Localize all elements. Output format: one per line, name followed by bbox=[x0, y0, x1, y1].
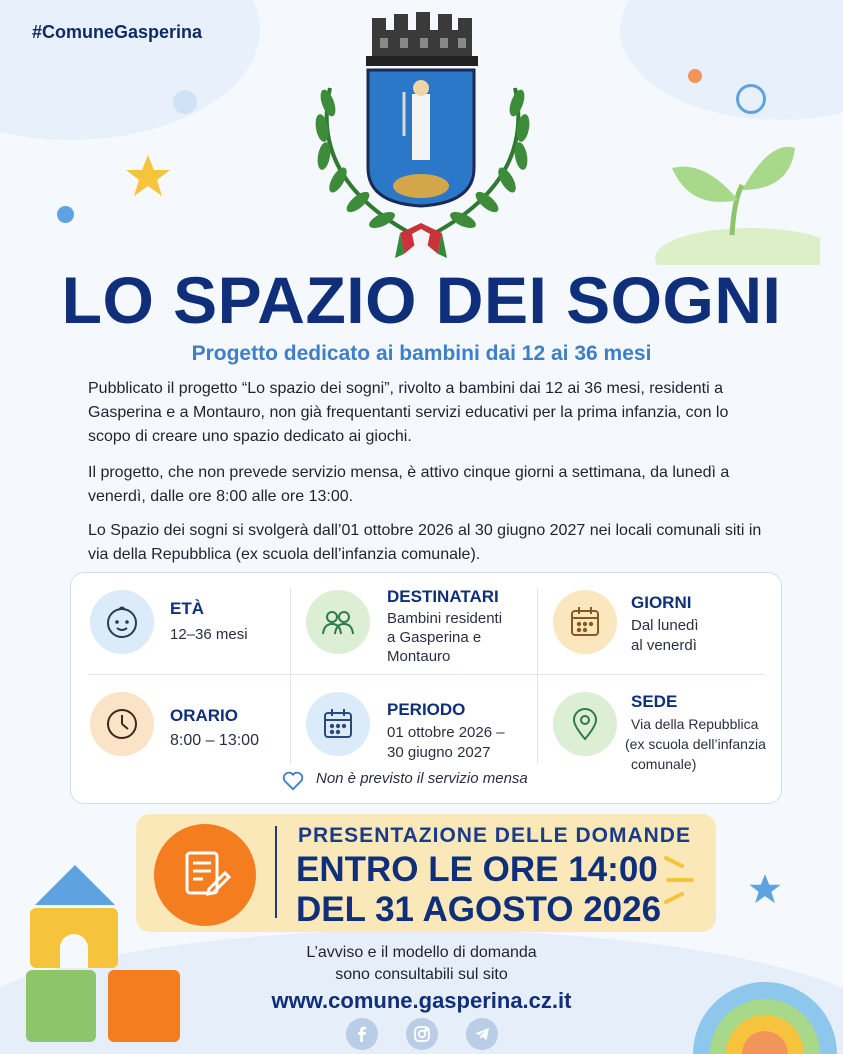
deadline-divider bbox=[275, 826, 277, 918]
destinatari-line-1: Bambini residenti bbox=[387, 610, 503, 627]
sede-line-2: (ex scuola dell’infanzia bbox=[625, 736, 766, 752]
facebook-icon[interactable] bbox=[346, 1018, 378, 1050]
clock-icon bbox=[90, 692, 154, 756]
sede-label: SEDE bbox=[631, 692, 678, 711]
location-paragraph: Lo Spazio dei sogni si svolgerà dall’01 ottobre 2026 al 30 giugno 2027 nei locali comunali siti in via della Repubblica (ex scuola dell’infanzia comunale). bbox=[88, 522, 762, 563]
destinatari-line-3: Montauro bbox=[387, 648, 451, 665]
orario-label: ORARIO bbox=[170, 706, 238, 725]
decorative-ring bbox=[736, 84, 766, 114]
people-icon bbox=[306, 590, 370, 654]
divider bbox=[88, 674, 764, 675]
baby-face-icon bbox=[90, 590, 154, 654]
sede-line-1: Via della Repubblica bbox=[631, 716, 759, 732]
decorative-dot bbox=[173, 90, 197, 114]
destinatari-line-2: a Gasperina e bbox=[387, 629, 482, 646]
instagram-icon[interactable] bbox=[406, 1018, 438, 1050]
deadline-heading: PRESENTAZIONE DELLE DOMANDE bbox=[298, 824, 691, 847]
eta-value: 12–36 mesi bbox=[170, 626, 248, 643]
sparkle-decoration bbox=[660, 850, 700, 910]
heart-icon bbox=[282, 771, 304, 791]
periodo-line-1: 01 ottobre 2026 – bbox=[387, 724, 505, 741]
deadline-date: DEL 31 AGOSTO 2026 bbox=[296, 890, 662, 929]
star-icon bbox=[124, 152, 172, 200]
divider bbox=[290, 588, 291, 764]
page-title: LO SPAZIO DEI SOGNI bbox=[61, 263, 782, 337]
website-link[interactable]: www.comune.gasperina.cz.it bbox=[271, 988, 572, 1013]
decorative-dot bbox=[688, 69, 702, 83]
calendar-icon bbox=[306, 692, 370, 756]
orario-value: 8:00 – 13:00 bbox=[170, 732, 259, 749]
hashtag[interactable]: #ComuneGasperina bbox=[32, 22, 203, 42]
bg-blob-left bbox=[0, 0, 260, 140]
decorative-dot bbox=[57, 206, 74, 223]
eta-label: ETÀ bbox=[170, 599, 204, 618]
deadline-time: ENTRO LE ORE 14:00 bbox=[296, 850, 658, 889]
calendar-icon bbox=[553, 590, 617, 654]
sprout-illustration bbox=[650, 140, 820, 265]
map-pin-icon bbox=[553, 692, 617, 756]
mensa-note: Non è previsto il servizio mensa bbox=[316, 770, 528, 787]
intro-paragraph: Pubblicato il progetto “Lo spazio dei sogni”, rivolto a bambini dai 12 ai 36 mesi, residenti a Gasperina e a Montauro, non già frequentanti servizi educativi per la prima infanzia, con lo scopo di creare uno spazio dedicato ai giochi. bbox=[88, 380, 729, 445]
footer-line-1: L’avviso e il modello di domanda bbox=[306, 944, 537, 961]
schedule-paragraph: Il progetto, che non prevede servizio mensa, è attivo cinque giorni a settimana, da lunedì a venerdì, dalle ore 8:00 alle ore 13:00. bbox=[88, 464, 730, 505]
divider bbox=[537, 588, 538, 764]
sede-line-3: comunale) bbox=[631, 756, 697, 772]
star-icon bbox=[748, 872, 782, 906]
coat-of-arms bbox=[300, 8, 545, 270]
giorni-line-1: Dal lunedì bbox=[631, 617, 699, 634]
giorni-label: GIORNI bbox=[631, 593, 692, 612]
periodo-label: PERIODO bbox=[387, 700, 466, 719]
bg-blob-right bbox=[620, 0, 843, 120]
footer-line-2: sono consultabili sul sito bbox=[335, 966, 508, 983]
giorni-line-2: al venerdì bbox=[631, 637, 697, 654]
page-subtitle: Progetto dedicato ai bambini dai 12 ai 36 mesi bbox=[191, 342, 652, 365]
telegram-icon[interactable] bbox=[466, 1018, 498, 1050]
destinatari-label: DESTINATARI bbox=[387, 587, 499, 606]
periodo-line-2: 30 giugno 2027 bbox=[387, 744, 491, 761]
